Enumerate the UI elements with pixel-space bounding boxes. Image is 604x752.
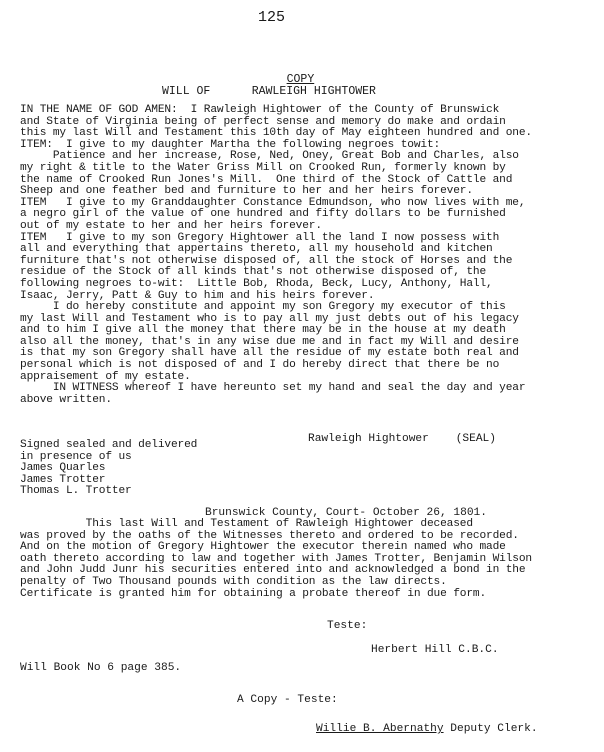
- will-text-line: my last Will and Testament who is to pay all my just debts out of his legacy: [20, 312, 519, 325]
- witness-line: in presence of us: [20, 450, 132, 463]
- teste-label: Teste:: [327, 620, 368, 632]
- probate-text-line: Certificate is granted him for obtaining a probate thereof in due form.: [20, 587, 487, 600]
- will-body: [20, 105, 595, 406]
- will-text-line: out of my estate to her and her heirs forever.: [20, 219, 322, 232]
- will-text-line: following negroes to-wit: Little Bob, Rhoda, Beck, Lucy, Anthony, Hall,: [20, 277, 493, 290]
- will-text-line: all and everything that appertains thereto, all my household and kitchen: [20, 243, 493, 256]
- will-text-line: I do hereby constitute and appoint my son Gregory my executor of this: [20, 301, 506, 314]
- will-text-line: Patience and her increase, Rose, Ned, Oney, Great Bob and Charles, also: [20, 150, 519, 163]
- testator-signature: Rawleigh Hightower (SEAL): [308, 433, 496, 445]
- probate-text-line: and John Judd Junr his securities entered into and acknowledged a bond in the: [20, 564, 526, 577]
- probate-body: [20, 519, 595, 600]
- will-text-line: personal which is not disposed of and I do hereby direct that there be no: [20, 359, 500, 372]
- deputy-clerk-signature: [316, 723, 538, 735]
- will-text-line: also all the money, that's in any wise due me and in fact my Will and desire: [20, 335, 519, 348]
- witness-line: Thomas L. Trotter: [20, 485, 132, 498]
- will-text-line: this my last Will and Testament this 10th day of May eighteen hundred and one.: [20, 127, 532, 140]
- will-text-line: IN THE NAME OF GOD AMEN: I Rawleigh Hightower of the County of Brunswick: [20, 104, 500, 116]
- copy-label: COPY: [286, 72, 315, 86]
- will-text-line: the name of Crooked Run Jones's Mill. One third of the Stock of Cattle and: [20, 173, 513, 186]
- probate-text-line: penalty of Two Thousand pounds with condition as the law directs.: [20, 575, 447, 588]
- will-text-line: ITEM I give to my son Gregory Hightower all the land I now possess with: [20, 231, 500, 244]
- witness-block: [20, 440, 197, 498]
- will-text-line: a negro girl of the value of one hundred and fifty dollars to be furnished: [20, 208, 506, 221]
- will-text-line: appraisement of my estate.: [20, 370, 191, 383]
- court-date-line: Brunswick County, Court- October 26, 1801.: [205, 507, 487, 519]
- will-text-line: residue of the Stock of all kinds that's not otherwise disposed of, the: [20, 266, 487, 279]
- book-reference: Will Book No 6 page 385.: [20, 662, 182, 674]
- will-text-line: ITEM I give to my Granddaughter Constance Edmundson, who now lives with me,: [20, 196, 526, 209]
- will-text-line: and to him I give all the money that there may be in the house at my death: [20, 324, 506, 337]
- will-text-line: is that my son Gregory shall have all the residue of my estate both real and: [20, 347, 519, 360]
- will-text-line: Isaac, Jerry, Patt & Guy to him and his heirs forever.: [20, 289, 375, 302]
- will-title: WILL OF RAWLEIGH HIGHTOWER: [162, 85, 376, 98]
- witness-line: James Trotter: [20, 473, 106, 486]
- will-text-line: furniture that's not otherwise disposed of, all the stock of Horses and the: [20, 254, 513, 267]
- will-text-line: my right & title to the Water Griss Mill on Crooked Run, formerly known by: [20, 161, 506, 174]
- will-text-line: IN WITNESS whereof I have hereunto set my hand and seal the day and year: [20, 382, 526, 395]
- page-number: 125: [258, 9, 286, 26]
- will-text-line: ITEM: I give to my daughter Martha the following negroes towit:: [20, 138, 441, 151]
- probate-text-line: was proved by the oaths of the Witnesses thereto and ordered to be recorded.: [20, 529, 519, 542]
- probate-text-line: This last Will and Testament of Rawleigh Hightower deceased: [20, 518, 473, 530]
- clerk-signature: Herbert Hill C.B.C.: [371, 644, 499, 656]
- witness-line: James Quarles: [20, 462, 106, 475]
- probate-text-line: And on the motion of Gregory Hightower the executor therein named who made: [20, 541, 506, 554]
- witness-line: Signed sealed and delivered: [20, 439, 198, 451]
- deputy-name: Willie B. Abernathy: [316, 723, 444, 735]
- copy-teste-label: A Copy - Teste:: [237, 694, 338, 706]
- will-text-line: above written.: [20, 393, 112, 406]
- probate-text-line: oath thereto according to law and together with James Trotter, Benjamin Wilson: [20, 552, 532, 565]
- deputy-title: Deputy Clerk.: [443, 723, 538, 735]
- will-text-line: Sheep and one feather bed and furniture to her and her heirs forever.: [20, 185, 473, 198]
- will-text-line: and State of Virginia being of perfect sense and memory do make and ordain: [20, 115, 506, 128]
